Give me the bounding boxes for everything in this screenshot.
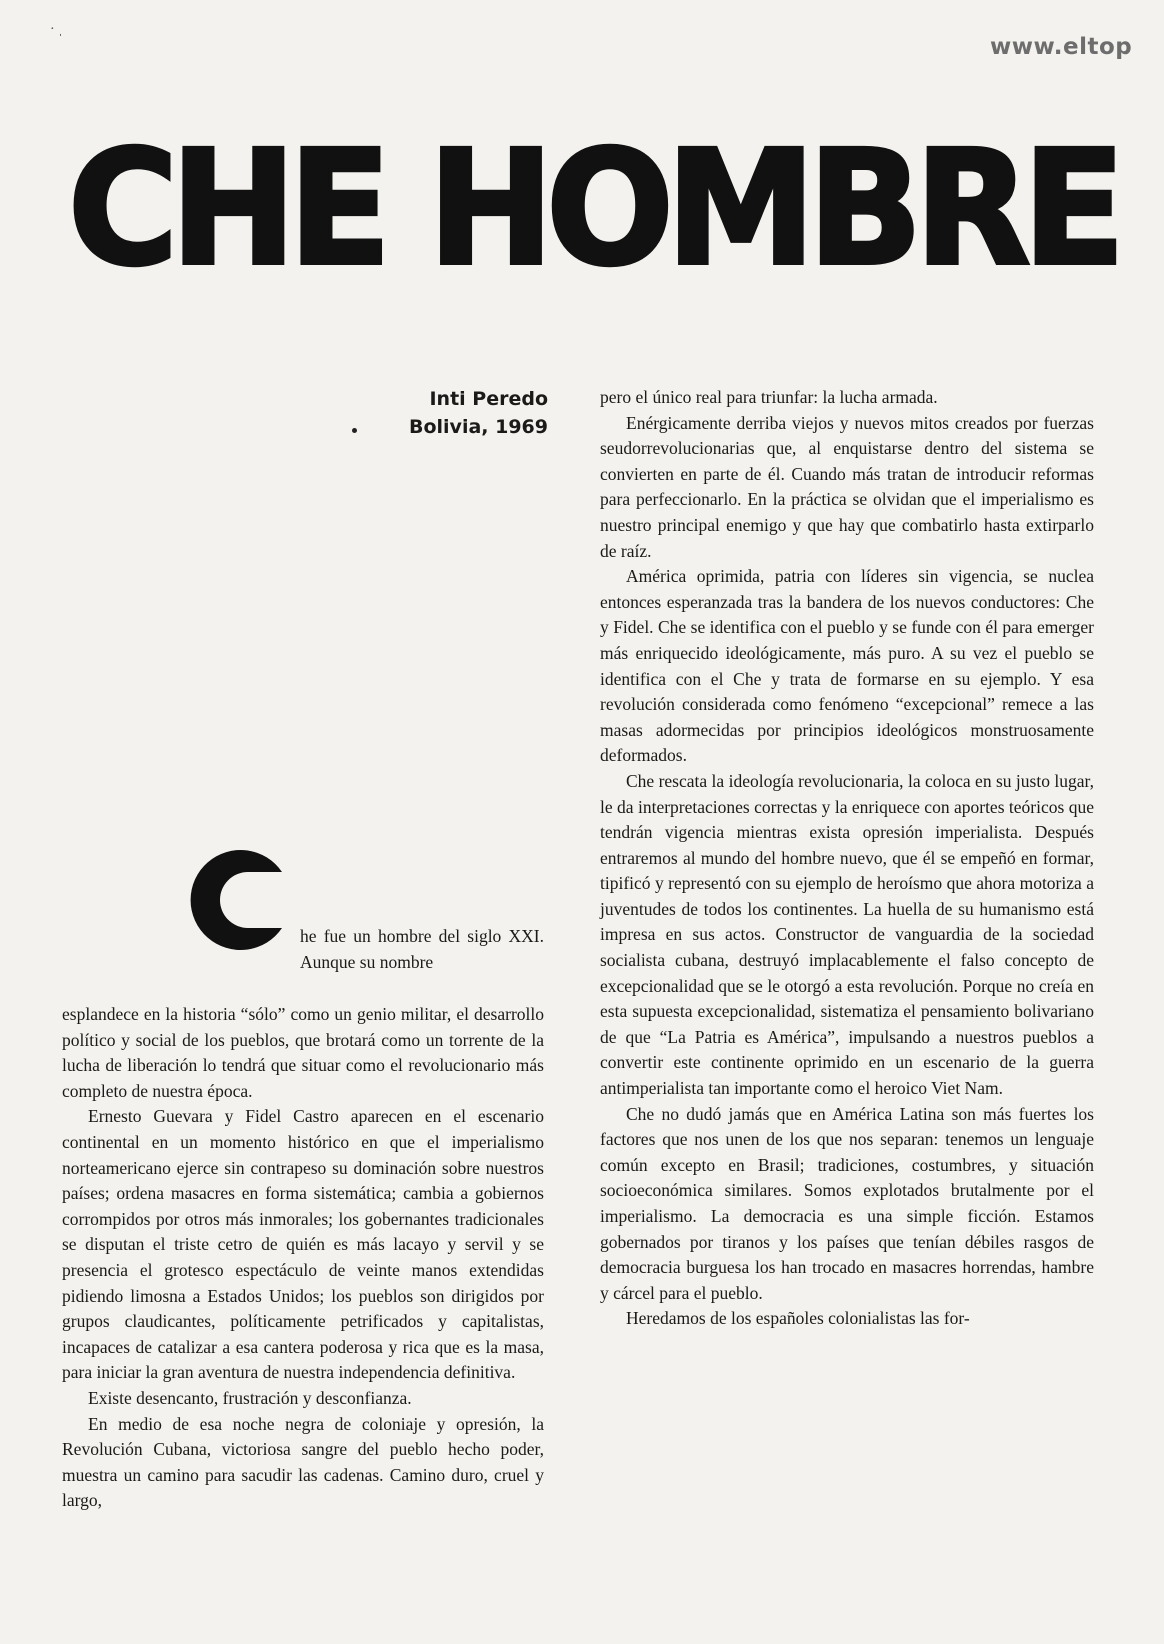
byline: [330, 385, 548, 441]
paragraph: Che rescata la ideología revolucionaria, la coloca en su justo lugar, le da interpretaciones correctas y la enriquece con aportes teóricos que tendrán vigencia mientras exista opresión imperialista. Después entraremos al mundo del hombre nuevo, que él se empeñó en formar, tipificó y representó con su ejemplo de heroísmo que ahora motoriza a juventudes de todos los continentes. La huella de su humanismo está impresa en sus actos. Constructor de vanguardia de la sociedad socialista cubana, destruyó implacablemente el falso concepto de excepcionalidad que se le otorgó a esta revolución. Porque no creía en esta supuesta excepcionalidad, sistematiza el pensamiento bolivariano de que “La Patria es América”, impulsando a nuestros pueblos a convertir este continente oprimido en un escenario de la guerra antimperialista tan importante como el heroico Viet Nam.: [600, 770, 1094, 1099]
paragraph: Ernesto Guevara y Fidel Castro aparecen en el escenario continental en un momento histórico en que el imperialismo norteamericano ejerce sin contrapeso su dominación sobre nuestros países; ordena masacres en forma sistemática; cambia a gobiernos corrompidos por otros más inmorales; los gobernantes tradicionales se disputan el triste cetro de quién es más lacayo y servil y se presencia el grotesco espectáculo de veinte manos extendidas pidiendo limosna a Estados Unidos; los pueblos son dirigidos por grupos claudicantes, políticamente petrificados y capitalistas, incapaces de catalizar a esa cantera poderosa y rica que es la masa, para iniciar la gran aventura de nuestra independencia definitiva.: [62, 1106, 544, 1383]
watermark-url: www.eltop: [990, 34, 1133, 60]
left-column: [62, 1002, 544, 1514]
paragraph: América oprimida, patria con líderes sin vigencia, se nuclea entonces esperanzada tras la bandera de los nuevos conductores: Che y Fidel. Che se identifica con el pueblo y se funde con él para emerger más enriquecido ideológicamente, más puro. A su vez el pueblo se identifica con el Che y trata de formarse en su ejemplo. Y esa revolución considerada como fenómeno “excepcional” remece a las masas adormecidas por principios ideológicos monstruosamente deformados.: [600, 566, 1094, 766]
paragraph: Existe desencanto, frustración y desconfianza.: [88, 1387, 412, 1408]
paragraph: Che no dudó jamás que en América Latina son más fuertes los factores que nos unen de los que nos separan: tenemos un lenguaje común excepto en Brasil; tradiciones, costumbres, y situación socioeconómica similares. Somos explotados brutalmente por el imperialismo. La democracia es una simple ficción. Estamos gobernados por tiranos y los países que tenían débiles rasgos de democracia burguesa los han trocado en masacres horrendas, hambre y cárcel para el pueblo.: [600, 1103, 1094, 1303]
print-specks: · ˌ: [50, 22, 63, 37]
print-dot: [352, 428, 357, 433]
paragraph: pero el único real para triunfar: la lucha armada.: [600, 387, 938, 407]
cap-lines-text: he fue un hombre del siglo XXI. Aunque su nombre: [300, 926, 544, 972]
right-column: [600, 385, 1094, 1332]
byline-author: Inti Peredo: [429, 388, 548, 410]
dropcap-continuation: [300, 924, 544, 975]
byline-place-date: Bolivia, 1969: [409, 416, 548, 438]
paragraph: Enérgicamente derriba viejos y nuevos mitos creados por fuerzas seudorrevolucionarias que, al enquistarse dentro del sistema se convierten en parte de él. Cuando más tratan de introducir reformas para perfeccionarlo. En la práctica se olvidan que el imperialismo es nuestro principal enemigo y que hay que combatirlo hasta extirparlo de raíz.: [600, 412, 1094, 561]
page-title: CHE HOMBRE: [68, 117, 1118, 301]
paragraph: esplandece en la historia “sólo” como un genio militar, el desarrollo político y social de los pueblos, que brotará como un torrente de la lucha de liberación lo tendrá que situar como el revolucionario más completo de nuestra época.: [62, 1004, 544, 1101]
paragraph: En medio de esa noche negra de coloniaje y opresión, la Revolución Cubana, victoriosa sangre del pueblo hecho poder, muestra un camino para sacudir las cadenas. Camino duro, cruel y largo,: [62, 1413, 544, 1511]
paragraph: Heredamos de los españoles colonialistas las for-: [626, 1308, 970, 1329]
dropcap-letter-c: [178, 838, 294, 962]
